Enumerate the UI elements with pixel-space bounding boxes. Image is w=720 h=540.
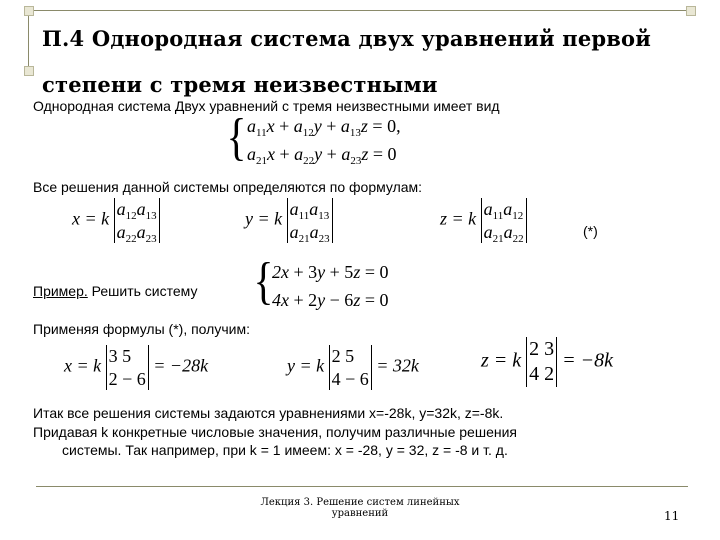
example-label: Пример. xyxy=(33,283,88,299)
formula-marker: (*) xyxy=(583,223,598,239)
intro-text: Однородная система Двух уравнений с тремя неизвестными имеет вид xyxy=(33,98,500,114)
conclusion-line1: Итак все решения системы задаются уравнениями x=-28k, y=32k, z=-8k. xyxy=(33,405,504,421)
footer-divider xyxy=(36,486,688,487)
system2-eq2: 4x + 2y − 6z = 0 xyxy=(272,290,389,310)
conclusion-line2: Придавая k конкретные числовые значения, получим различные решения xyxy=(33,424,517,440)
result-z: z = k 2 3 4 2 = −8k xyxy=(481,338,614,385)
system2-brace: { xyxy=(253,253,274,310)
system1-eq1: $a_{11}x + a_{12}y + a_{13}z = 0$, xyxy=(247,116,401,139)
system-brace: { xyxy=(226,109,247,166)
title-frame-left xyxy=(28,10,29,70)
formula-z: z = k $a_{11}a_{12}$ $a_{21}a_{22}$ xyxy=(440,198,527,243)
frame-corner-square xyxy=(24,6,34,16)
page-number: 11 xyxy=(664,509,680,523)
footer-caption xyxy=(240,497,480,519)
result-y: y = k 2 5 4 − 6 = 32k xyxy=(287,346,419,389)
conclusion-line3: системы. Так например, при k = 1 имеем: x = -28, y = 32, z = -8 и т. д. xyxy=(62,442,508,458)
title-frame-top xyxy=(28,10,693,11)
footer-line2: уравнений xyxy=(331,508,389,519)
example-text: Решить систему xyxy=(87,283,198,299)
formula-x: x = k $a_{12}a_{13}$ $a_{22}a_{23}$ xyxy=(72,198,160,243)
frame-corner-square xyxy=(24,66,34,76)
result-x: x = k 3 5 2 − 6 = −28k xyxy=(64,346,209,389)
frame-corner-square xyxy=(686,6,696,16)
applying-text: Применяя формулы (*), получим: xyxy=(33,321,250,337)
example-line xyxy=(33,283,197,299)
footer-line1: Лекция 3. Решение систем линейных xyxy=(260,497,460,508)
system1-eq2: $a_{21}x + a_{22}y + a_{23}z = 0$ xyxy=(247,144,397,167)
system2-eq1: 2x + 3y + 5z = 0 xyxy=(272,262,389,282)
slide-title-line1: П.4 Однородная система двух уравнений первой xyxy=(42,26,652,51)
formula-y: y = k $a_{11}a_{13}$ $a_{21}a_{23}$ xyxy=(245,198,333,243)
all-solutions-text: Все решения данной системы определяются по формулам: xyxy=(33,179,423,195)
slide-title-line2: степени с тремя неизвестными xyxy=(42,72,438,97)
